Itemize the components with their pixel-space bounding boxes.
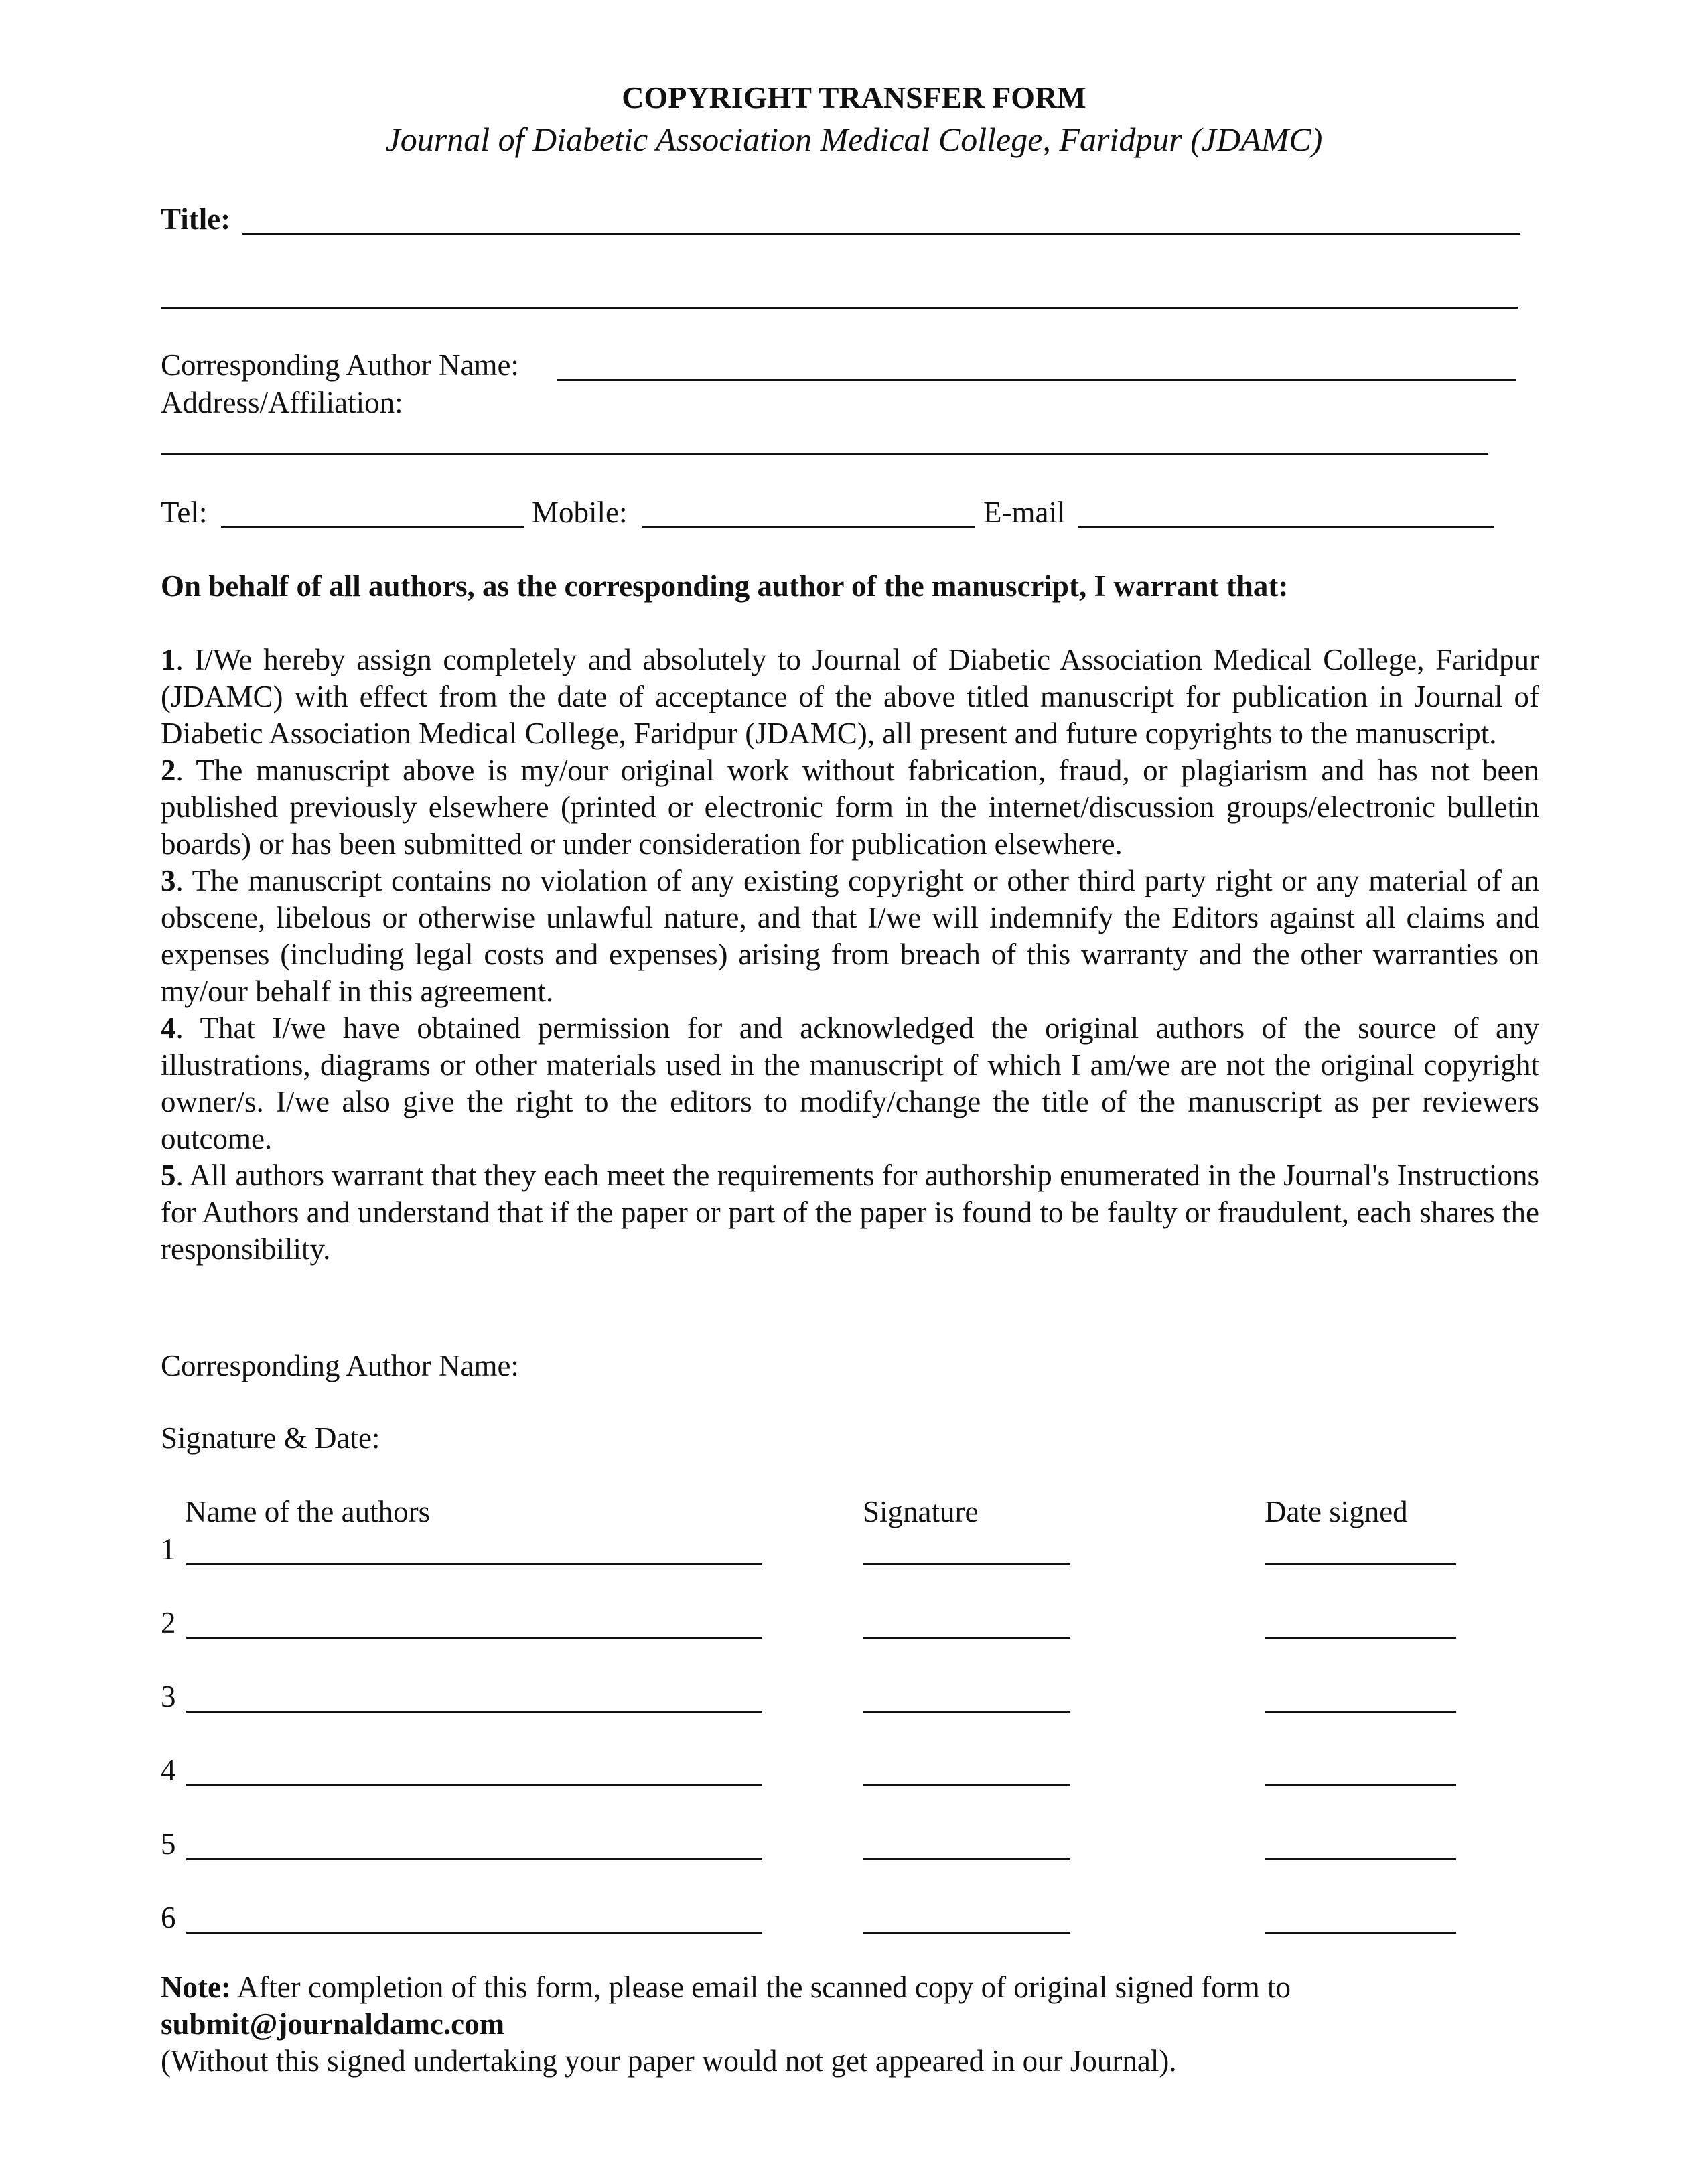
mobile-line[interactable] <box>642 526 975 528</box>
author-row-number: 1 <box>161 1532 176 1566</box>
header-date-signed: Date signed <box>1265 1495 1408 1528</box>
warranty-item-text: . That I/we have obtained permission for and acknowledged the original authors of the source of any illustrations, diagrams or other materials used in the manuscript of which I am/we are not the original copyright owner/s. I/we also give the right to the editors to modify/change the title of the manuscript as per reviewers outcome. <box>161 1011 1539 1155</box>
warranty-item-text: . All authors warrant that they each meet the requirements for authorship enumerated in the Journal's Instructions for Authors and understand that if the paper or part of the paper is found to be faulty or fraudulent, each shares the responsibility. <box>161 1159 1539 1266</box>
email-line[interactable] <box>1078 526 1494 528</box>
warranty-item <box>161 1157 1539 1268</box>
author-date-line[interactable] <box>1265 1858 1456 1860</box>
author-date-line[interactable] <box>1265 1711 1456 1713</box>
mobile-label: Mobile: <box>532 496 628 529</box>
note-label: Note: <box>161 1970 231 2004</box>
author-signature-line[interactable] <box>863 1637 1070 1639</box>
author-row-number: 4 <box>161 1753 176 1787</box>
warranty-item-number: 1 <box>161 643 176 676</box>
header-signature: Signature <box>863 1495 979 1528</box>
warranty-item-text: . The manuscript contains no violation of any existing copyright or other third party right or any material of an obscene, libelous or otherwise unlawful nature, and that I/we will indemnify the Editors against all claims and expenses (including legal costs and expenses) arising from breach of this warranty and the other warranties on my/our behalf in this agreement. <box>161 864 1539 1008</box>
warranty-item-text: . I/We hereby assign completely and absolutely to Journal of Diabetic Association Medical College, Faridpur (JDAMC) with effect from the date of acceptance of the above titled manuscript for publication in Journal of Diabetic Association Medical College, Faridpur (JDAMC), all present and future copyrights to the manuscript. <box>161 643 1539 750</box>
author-date-line[interactable] <box>1265 1932 1456 1934</box>
author-date-line[interactable] <box>1265 1637 1456 1639</box>
title-line-1[interactable] <box>242 233 1520 235</box>
warranty-item <box>161 1010 1539 1157</box>
warranty-intro: On behalf of all authors, as the corresponding author of the manuscript, I warrant that: <box>161 569 1289 603</box>
warranty-item-number: 3 <box>161 864 176 897</box>
warranty-item-number: 4 <box>161 1011 176 1045</box>
note-disclaimer: (Without this signed undertaking your paper would not get appeared in our Journal). <box>161 2044 1177 2078</box>
address-line[interactable] <box>161 453 1488 455</box>
warranty-item <box>161 752 1539 863</box>
author-signature-line[interactable] <box>863 1711 1070 1713</box>
author-date-line[interactable] <box>1265 1784 1456 1786</box>
author-name-line[interactable] <box>186 1932 762 1934</box>
note-text: After completion of this form, please email the scanned copy of original signed form to <box>230 1970 1291 2004</box>
form-header <box>0 79 1708 161</box>
author-name-line[interactable] <box>186 1858 762 1860</box>
signoff-signature-date-label: Signature & Date: <box>161 1421 380 1455</box>
submission-email: submit@journaldamc.com <box>161 2007 505 2041</box>
author-name-line[interactable] <box>186 1637 762 1639</box>
warranty-item-text: . The manuscript above is my/our original work without fabrication, fraud, or plagiarism and has not been published previously elsewhere (printed or electronic form in the internet/discussion groups/electronic bulletin boards) or has been submitted or under consideration for publication elsewhere. <box>161 753 1539 861</box>
tel-label: Tel: <box>161 496 208 529</box>
author-row-number: 2 <box>161 1606 176 1640</box>
warranty-item-number: 5 <box>161 1159 176 1192</box>
author-signature-line[interactable] <box>863 1858 1070 1860</box>
corresponding-author-line[interactable] <box>557 379 1516 381</box>
title-line-2[interactable] <box>161 307 1518 309</box>
author-name-line[interactable] <box>186 1563 762 1565</box>
author-row-number: 3 <box>161 1680 176 1713</box>
note-block <box>161 1969 1291 2080</box>
form-title: COPYRIGHT TRANSFER FORM <box>622 80 1086 115</box>
email-label: E-mail <box>983 496 1066 529</box>
author-name-line[interactable] <box>186 1784 762 1786</box>
tel-line[interactable] <box>221 526 524 528</box>
author-date-line[interactable] <box>1265 1563 1456 1565</box>
warranty-item <box>161 642 1539 752</box>
author-signature-line[interactable] <box>863 1563 1070 1565</box>
author-signature-line[interactable] <box>863 1932 1070 1934</box>
note-line <box>161 1969 1291 2006</box>
author-row-number: 6 <box>161 1901 176 1934</box>
corresponding-author-label: Corresponding Author Name: <box>161 348 519 382</box>
warranty-item <box>161 863 1539 1010</box>
warranty-list <box>161 642 1539 1268</box>
signoff-author-name-label: Corresponding Author Name: <box>161 1349 519 1382</box>
journal-name: Journal of Diabetic Association Medical College, Faridpur (JDAMC) <box>385 121 1323 159</box>
author-name-line[interactable] <box>186 1711 762 1713</box>
address-label: Address/Affiliation: <box>161 386 403 419</box>
warranty-item-number: 2 <box>161 753 176 787</box>
header-author-name: Name of the authors <box>185 1495 431 1528</box>
author-signature-line[interactable] <box>863 1784 1070 1786</box>
title-label: Title: <box>161 202 231 236</box>
author-row-number: 5 <box>161 1827 176 1861</box>
